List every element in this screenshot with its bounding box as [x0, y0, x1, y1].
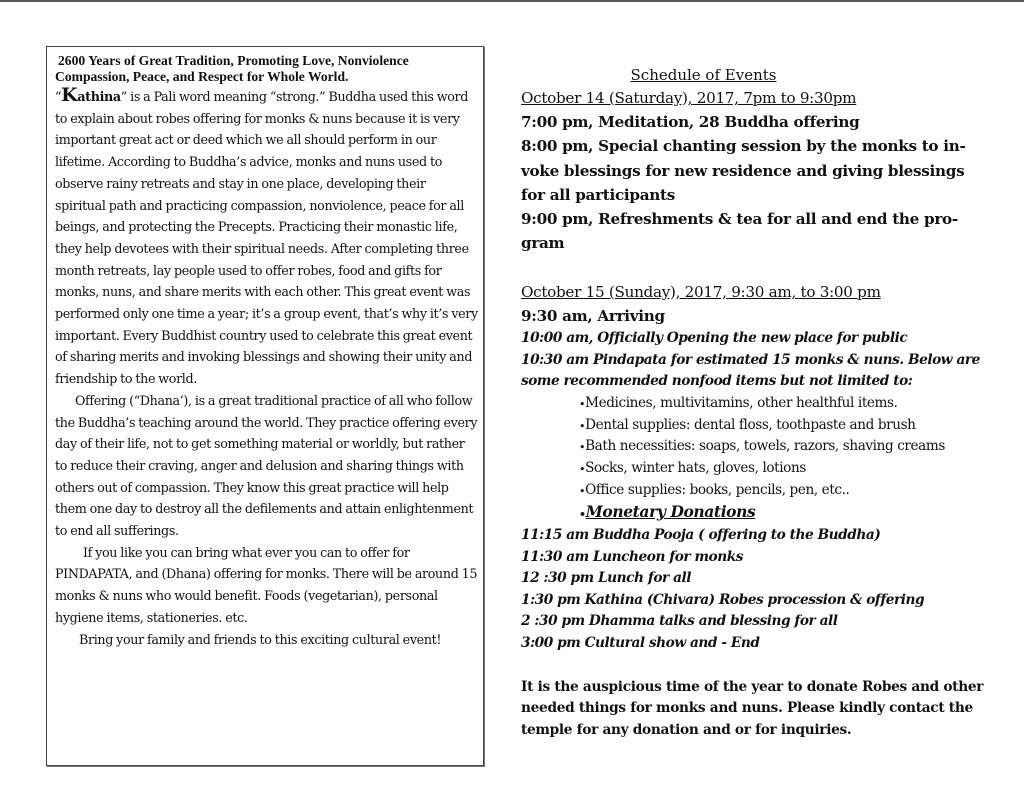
nonfood-items-list — [521, 393, 991, 525]
list-item: •Bath necessities: soaps, towels, razors, shaving creams — [579, 438, 945, 455]
day2-heading: October 15 (Sunday), 2017, 9:30 am, to 3:00 pm — [521, 282, 881, 301]
paragraph-offering-dhana: Offering (“Dhana’), is a great traditional practice of all who follow the Buddha’s teaching around the world. They practice offering every day of their life, not to get something material or worldly, but rather to reduce their craving, anger and delusion and sharing things with others out of compassion. They know this great practice will help them one day to destroy all the defilements and attain enlightenment to end all sufferings. — [55, 392, 478, 539]
bullet-icon: • — [579, 397, 586, 411]
list-item: •Medicines, multivitamins, other healthful items. — [579, 394, 898, 411]
paragraph-kathina-meaning: “Kathina” is a Pali word meaning “strong.” Buddha used this word to explain about robes offering for monks & nuns because it is very important great act or deed which we all should perform in our lifetime. According to Buddha’s advice, monks and nuns used to observe rainy retreats and stay in one place, developing their spiritual path and practicing compassion, nonviolence, peace for all beings, and protecting the Precepts. Practicing their monastic life, they help devotees with their spiritual needs. After completing three month retreats, lay people used to offer robes, food and gifts for monks, nuns, and share merits with each other. This great event was performed only one time a year; it’s a group event, that’s why it’s very important. Every Buddhist country used to celebrate this great event of sharing merits and invoking blessings and showing their unity and friendship to the world. — [55, 84, 478, 387]
day1-item: 7:00 pm, Meditation, 28 Buddha offering — [521, 113, 860, 131]
day2-item: 2 :30 pm Dhamma talks and blessing for all — [521, 613, 838, 630]
closing-note: It is the auspicious time of the year to donate Robes and other needed things for monks and nuns. Please kindly contact the temple for any donation and or for inquiries. — [521, 678, 984, 739]
schedule-title: Schedule of Events — [630, 66, 777, 84]
day2-item: 12 :30 pm Lunch for all — [521, 570, 691, 587]
list-item: •Office supplies: books, pencils, pen, etc.. — [579, 481, 850, 498]
day1-heading: October 14 (Saturday), 2017, 7pm to 9:30pm — [521, 89, 857, 107]
day2-item: 11:15 am Buddha Pooja ( offering to the Buddha) — [521, 527, 881, 544]
day2-arriving: 9:30 am, Arriving — [521, 306, 665, 325]
paragraph-pindapata: If you like you can bring what ever you can to offer for PINDAPATA, and (Dhana) offering for monks. There will be around 15 monks & nuns who would benefit. Foods (vegetarian), personal hygiene items, stationeries. etc. — [55, 544, 478, 625]
list-item: •Socks, winter hats, gloves, lotions — [579, 459, 806, 476]
bullet-icon: • — [579, 462, 586, 476]
box-heading — [55, 53, 479, 85]
box-body — [55, 85, 479, 650]
day2-pindapata: 10:30 am Pindapata for estimated 15 monks & nuns. Below are some recommended nonfood items but not limited to: — [521, 351, 980, 390]
bullet-icon: • — [579, 419, 586, 433]
day2-opening: 10:00 am, Officially Opening the new place for public — [521, 330, 908, 347]
bullet-icon: • — [579, 484, 586, 498]
spacer — [521, 256, 991, 280]
paragraph-invitation: Bring your family and friends to this exciting cultural event! — [79, 631, 442, 647]
kathina-word: athina — [77, 89, 121, 104]
bullet-icon: • — [579, 441, 586, 455]
kathina-info-box — [46, 46, 484, 766]
list-item: •Dental supplies: dental floss, toothpaste and brush — [579, 416, 916, 433]
box-heading-line-2: Compassion, Peace, and Respect for Whole World. — [55, 69, 349, 84]
schedule-column — [521, 64, 991, 742]
day2-item: 11:30 am Luncheon for monks — [521, 548, 743, 565]
monetary-donations-item: •Monetary Donations — [579, 502, 756, 522]
box-heading-line-1: 2600 Years of Great Tradition, Promoting Love, Nonviolence — [58, 53, 409, 68]
day1-item: 8:00 pm, Special chanting session by the monks to invoke blessings for new residence and giving blessings for all participants — [521, 137, 966, 204]
day1-item: 9:00 pm, Refreshments & tea for all and end the program — [521, 210, 959, 253]
day2-item: 3:00 pm Cultural show and - End — [521, 635, 760, 652]
drop-letter: K — [61, 84, 78, 106]
bullet-icon: • — [579, 508, 586, 522]
top-border-rule — [0, 0, 1024, 2]
day2-item: 1:30 pm Kathina (Chivara) Robes procession & offering — [521, 591, 925, 608]
